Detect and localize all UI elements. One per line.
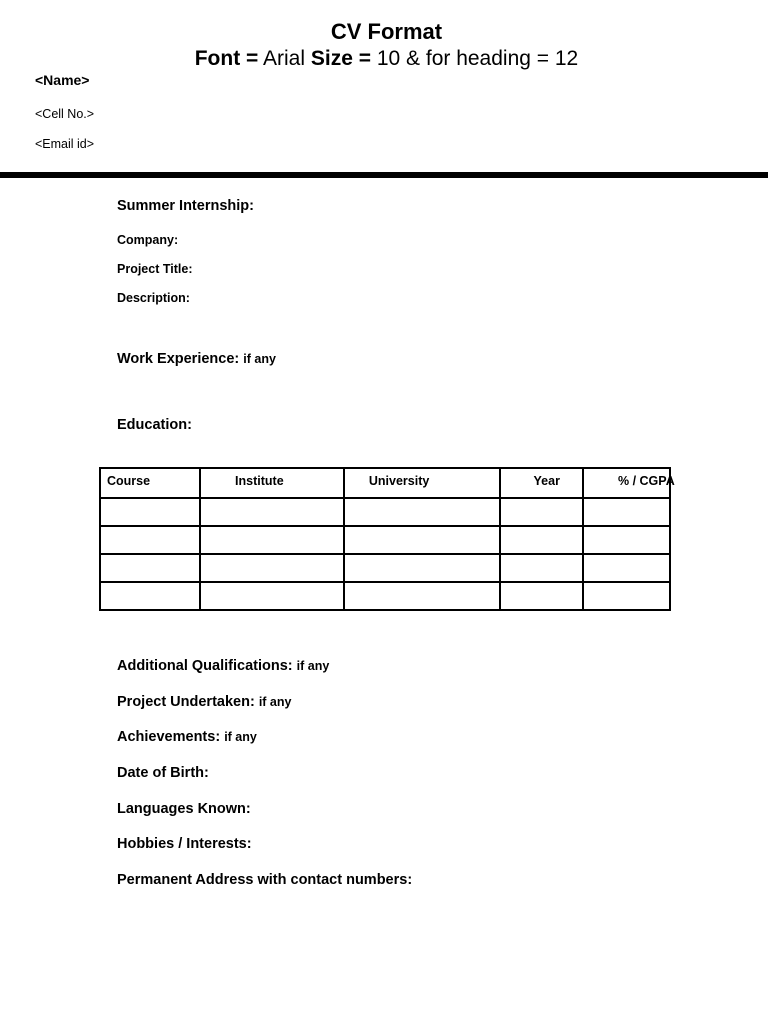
table-cell[interactable]: [199, 555, 343, 581]
table-cell[interactable]: [343, 555, 499, 581]
work-experience-label: Work Experience:: [117, 351, 240, 367]
table-cell[interactable]: [499, 583, 583, 609]
section-label: Project Undertaken:: [117, 694, 255, 710]
education-heading: Education:: [117, 417, 192, 433]
font-label: Font =: [194, 47, 259, 70]
table-row: [101, 581, 669, 609]
table-cell[interactable]: [101, 499, 199, 525]
education-table: [99, 467, 675, 611]
hobbies-interests-heading: Hobbies / Interests:: [117, 836, 252, 852]
permanent-address-heading: Permanent Address with contact numbers:: [117, 872, 413, 888]
project-title-label: Project Title:: [117, 262, 193, 276]
achievements-heading: [117, 729, 257, 745]
project-undertaken-heading: [117, 694, 291, 710]
table-cell[interactable]: [101, 583, 199, 609]
font-spec-line: [0, 45, 768, 72]
table-cell[interactable]: [343, 527, 499, 553]
table-cell[interactable]: [343, 583, 499, 609]
cell-number-placeholder: <Cell No.>: [35, 107, 95, 121]
size-label: Size =: [310, 47, 371, 70]
table-row: [101, 553, 669, 581]
column-header-percent-cgpa: % / CGPA: [582, 469, 669, 497]
table-row: [101, 497, 669, 525]
section-note: if any: [258, 695, 292, 709]
table-cell[interactable]: [499, 499, 583, 525]
table-row: [101, 525, 669, 553]
date-of-birth-heading: Date of Birth:: [117, 765, 209, 781]
company-label: Company:: [117, 233, 179, 247]
table-cell[interactable]: [582, 555, 669, 581]
title-line: CV Format: [330, 19, 443, 44]
summer-internship-heading: Summer Internship:: [117, 198, 254, 214]
table-cell[interactable]: [582, 583, 669, 609]
table-cell[interactable]: [199, 583, 343, 609]
section-note: if any: [296, 659, 330, 673]
table-cell[interactable]: [101, 527, 199, 553]
section-label: Achievements:: [117, 729, 221, 745]
table-cell[interactable]: [499, 527, 583, 553]
table-cell[interactable]: [199, 527, 343, 553]
languages-known-heading: Languages Known:: [117, 801, 251, 817]
table-cell[interactable]: [499, 555, 583, 581]
email-placeholder: <Email id>: [35, 137, 95, 151]
name-placeholder: <Name>: [35, 72, 90, 88]
document-title: [0, 18, 768, 72]
table-header-row: [101, 469, 675, 497]
work-experience-note: if any: [243, 352, 276, 366]
column-header-course: Course: [107, 474, 151, 488]
table-cell[interactable]: [343, 499, 499, 525]
column-header-institute: Institute: [199, 469, 343, 497]
size-value: 10 & for heading = 12: [376, 47, 579, 70]
table-cell[interactable]: [199, 499, 343, 525]
table-cell[interactable]: [582, 527, 669, 553]
additional-qualifications-heading: [117, 658, 329, 674]
table-cell[interactable]: [101, 555, 199, 581]
column-header-year: Year: [499, 469, 582, 497]
section-note: if any: [224, 730, 257, 744]
font-value: Arial: [263, 47, 306, 70]
header-divider: [0, 172, 768, 178]
section-label: Additional Qualifications:: [117, 658, 293, 674]
work-experience-heading: [117, 351, 276, 367]
column-header-university: University: [343, 469, 499, 497]
table-cell[interactable]: [582, 499, 669, 525]
description-label: Description:: [117, 291, 190, 305]
